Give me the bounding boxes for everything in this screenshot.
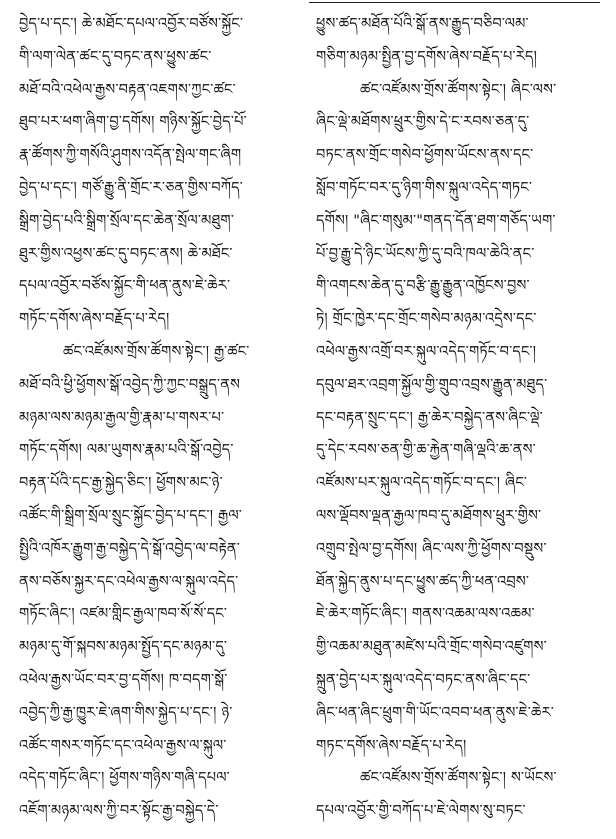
text-line: གི་འགངས་ཆེན་དུ་བརྩི་རྒྱུ་རྒྱུན་འཁྱོངས་བྱས་ (316, 278, 530, 295)
text-line: མཉམ་དུ་གོ་སྐབས་མཉམ་སྤྱོད་དང་མཉམ་དུ་ (19, 639, 228, 656)
text-line: གཏོང་དགོས། ལམ་ཡུགས་རྣམ་པའི་སྒོ་འབྱེད་ (19, 442, 234, 459)
text-line: གི་ལག་ལེན་ཚང་དུ་བཏང་ནས་ཕྱུས་ཚང་ (19, 48, 212, 65)
text-line: འཇོག་མཉམ་ལས་ཀྱི་བར་སྟོང་རྒྱ་བསྐྱེད་དེ་ (19, 803, 219, 820)
left-column (19, 8, 301, 828)
paragraph-start-line: ཚང་འཛོམས་གྲོས་ཚོགས་སྟེང་། ཞིང་ལས་ (360, 81, 557, 98)
text-line: གཅིག་མཉམ་སྤྱིན་བྱ་དགོས་ཞེས་བརྗོད་པ་རེད། (316, 48, 538, 65)
text-line: འབྱེད་ཀྱི་རྒྱ་ཁྱུར་ཇེ་ཞག་གིས་སྐྱེད་པ་དང་། ཉེ་ (19, 704, 233, 721)
text-line: འདེད་གཏོང་ཞིང་། ཕྱོགས་གཉིས་གཞི་དཔལ་ (19, 770, 230, 787)
text-line: དཔལ་འབྱོར་བཙོས་སྐྱོང་གི་ཕན་ནུས་ཇེ་ཆེར་ (19, 278, 231, 295)
text-line: འཛོམས་པར་སྐུལ་འདེད་གཏོང་བ་དང་། ཞིང་ (316, 475, 528, 492)
text-line: འཚོང་གི་སྒྲིག་སྲོལ་སྲུང་སྐྱོང་བྱེད་པ་དང་། རྒྱལ་ (19, 507, 243, 524)
text-line: ཕྱུས་ཚད་མཐོན་པོའི་སྒོ་ནས་རྒྱུད་བཅིབ་ལམ་ (316, 16, 529, 32)
text-line: ཞིང་ལྡེ་མཐོགས་ཕྲུར་གྱིས་དེ་ང་རབས་ཅན་དུ་ (316, 114, 530, 131)
text-line: འཕེལ་རྒྱས་འགྲོ་བར་སྐུལ་འདེད་གཏོང་བ་དང་། (316, 343, 537, 360)
paragraph-start-line: ཚང་འཛོམས་གྲོས་ཚོགས་སྟེང་། ས་ཡོངས་ (360, 770, 557, 787)
text-line: གཏང་དགོས་ཞེས་བརྗོད་པ་རེད། (316, 737, 467, 754)
text-line: གྱི་འཆམ་མཐུན་མཛེས་པའི་གྲོང་གསེབ་འཛུགས་ (316, 639, 547, 656)
text-line: གཏོང་ཞིང་། འཛམ་གླིང་རྒྱལ་ཁབ་སོ་སོ་དང་ (19, 606, 228, 623)
text-line: སྒྲིག་བྱེད་པའི་སྒྲིག་སྲོལ་དང་ཆེན་སྲོལ་མཐུག་ (19, 212, 235, 229)
text-line: བྱེད་པ་དང་། གཙོ་རྒྱུ་ནི་གྲོང་ར་ཅན་གྱིས་བཀོད་ (19, 179, 244, 196)
text-line: འགྲུབ་སྤེལ་བྱ་དགོས། ཞིང་ལས་ཀྱི་ཕྱོགས་བསྡུས་ (316, 540, 547, 557)
text-line: བརྟན་པོའི་དང་རྒྱ་སྐྱེད་ཅིང་། ཕྱོགས་མང་ཉེ་ (19, 475, 223, 492)
text-line: རྣ་ཚོགས་ཀྱི་གསོའི་ཤུགས་འདོན་སྤེལ་གང་ཞིག (19, 147, 242, 164)
text-line: པོ་བྱ་རྒྱུ་དེ་ཉིང་ཡོངས་ཀྱི་དུ་བའི་ཁལ་ཆེའི་ནང་ (316, 245, 535, 262)
text-line: ཏེ། གྲོང་ཁྱེར་དང་གྲོང་གསེབ་མཉམ་འདྲེས་དང་ (316, 311, 537, 328)
text-line: དུ་དེང་རབས་ཅན་གྱི་ཆ་རྐྱེན་གཞི་ལྡའི་ཆ་ནས་ (316, 442, 536, 459)
text-line: སྐྲུན་བྱེད་པར་སྐུལ་འདེད་བཏང་ནས་ཞིང་དང་ (316, 671, 531, 688)
text-line: མཐོ་བའི་ཕྱི་ཕྱོགས་སྒོ་འབྱེད་ཀྱི་ཀྱང་བསྒྲུད་ནས (19, 376, 241, 393)
text-line: སློབ་གཏོང་བར་དུ་ཉིག་གིས་སྐུལ་འདེད་གཏང་ (316, 179, 533, 196)
text-line: སྤྱིའི་འཁོར་རྒྱུག་རྒྱ་བསྐྱེད་དེ་སྒོ་འབྱེད་ལ་བརྟེན་ (19, 540, 241, 557)
text-line: དབུལ་ཐར་འབྲག་སྐྱོལ་གྱི་གྲུབ་འབྲས་རྒྱུན་མཐུད་ (316, 376, 548, 393)
text-line: དང་བརྟན་སྲུང་དང་། རྒྱ་ཆེར་བསྐྱེད་ནས་ཞིང་ལྡེ་ (316, 409, 543, 426)
right-column (316, 8, 598, 828)
text-line: གཏོང་དགོས་ཞེས་བརྗོད་པ་རེད། (19, 311, 170, 328)
text-line: དཔལ་འབྱོར་གྱི་བཀོད་པ་ཇེ་ལེགས་སུ་བཏང་ (316, 803, 526, 820)
text-line: ནས་བཅོས་སྐྱར་དང་འཕེལ་རྒྱས་ལ་སྐུལ་འདེད་ (19, 573, 239, 590)
text-line: ཐུབ་པར་ཕག་ཞིག་བྱ་དགོས། གཉིས་སྐྱོང་བྱེད་པོ་ (19, 114, 247, 131)
text-line: ཐུར་གྱིས་འཕྱས་ཚང་དུ་བཏང་ནས། ཆེ་མཐོང་ (19, 245, 233, 262)
top-rule (309, 2, 600, 3)
text-line: དགོས། "ཞིང་གསུམ་"གནད་དོན་ཐག་གཅོད་ཡག་ (316, 212, 556, 229)
text-line: འཚོང་གསར་གཏོང་དང་འཕེལ་རྒྱས་ལ་སྐུལ་ (19, 737, 227, 754)
text-line: ལས་ལྡོབས་ལྡན་རྒྱལ་ཁབ་དུ་མཐོགས་ཕྲུར་གྱིས་ (316, 507, 542, 524)
paragraph-start-line: ཚང་འཛོམས་གྲོས་ཚོགས་སྟེང་། རྒྱ་ཚང་ (63, 343, 250, 360)
text-line: མཉམ་ལས་མཉམ་རྒྱལ་གྱི་རྣམ་པ་གསར་པ་ (19, 409, 225, 426)
text-line: ཇེ་ཆེར་གཏོང་ཞིང་། གནས་འཆམ་ལས་འཆམ་ (316, 606, 535, 623)
text-line: བྱེད་པ་དང་། ཆེ་མཐོང་དཔལ་འབྱོར་བཙོས་སྐྱོང་ (19, 16, 244, 32)
text-line: མཐོ་བའི་འཕེལ་རྒྱས་བརྟན་འཇགས་ཀྱང་ཚང་ (19, 81, 236, 98)
text-line: བཏང་ནས་གྲོང་གསེབ་ཕྱོགས་ཡོངས་ནས་དང་ (316, 147, 534, 164)
text-line: ཐོན་སྐྱེད་ནུས་པ་དང་ཕྱུས་ཚད་ཀྱི་ཕན་འབྲས་ (316, 573, 530, 590)
text-line: ཞིང་ཕན་ཞིང་ཕྲུག་གི་ཡོང་འབབ་ཕན་ནུས་ཇེ་ཆེར་ (316, 704, 554, 721)
text-line: འཕེལ་རྒྱས་ཡོང་བར་བྱ་དགོས། ཁ་བདག་སྒོ་ (19, 671, 228, 688)
